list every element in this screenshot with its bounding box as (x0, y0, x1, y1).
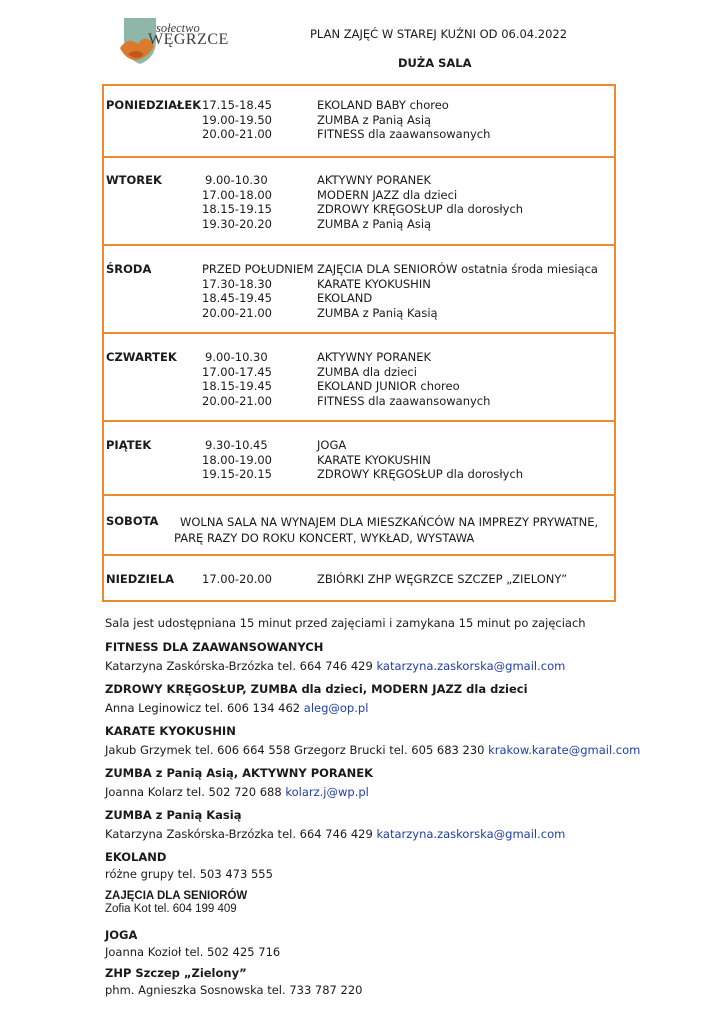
time: 18.15-19.15 (202, 202, 272, 216)
contact-text: różne grupy tel. 503 473 555 (105, 867, 273, 881)
email-link[interactable]: kolarz.j@wp.pl (285, 785, 369, 799)
activity: FITNESS dla zaawansowanych (317, 127, 491, 141)
email-link[interactable]: krakow.karate@gmail.com (488, 743, 641, 757)
activity: ZUMBA z Panią Asią (317, 216, 432, 231)
day-name: NIEDZIELA (106, 572, 175, 586)
saturday-line1: WOLNA SALA NA WYNAJEM DLA MIESZKAŃCÓW NA IMPREZY PRYWATNE, (180, 515, 599, 529)
activity: FITNESS dla zaawansowanych (317, 393, 491, 408)
time: 9.00-10.30 (205, 350, 268, 364)
contact-text: Joanna Kozioł tel. 502 425 716 (105, 945, 281, 959)
day-name: PONIEDZIAŁEK (106, 98, 202, 112)
activity: MODERN JAZZ dla dzieci (317, 187, 458, 202)
day-block-saturday (104, 496, 614, 556)
contact-block (105, 850, 273, 881)
contact-block (105, 928, 280, 959)
time: PRZED POŁUDNIEM (202, 262, 314, 276)
time: 17.00-17.45 (202, 364, 272, 379)
contact-block (105, 766, 373, 799)
activity: EKOLAND (317, 291, 373, 305)
day-name: ŚRODA (106, 262, 152, 276)
contact-block (105, 640, 565, 673)
activity: ZAJĘCIA DLA SENIORÓW ostatnia środa miesiąca (317, 262, 598, 276)
logo-line2: WĘGRZCE (148, 31, 229, 48)
contact-heading: KARATE KYOKUSHIN (105, 724, 236, 738)
schedule-table (102, 84, 616, 602)
activity: ZUMBA z Panią Kasią (317, 305, 438, 320)
day-block-tuesday (104, 158, 614, 246)
time: 17.00-18.00 (202, 187, 272, 202)
day-block-sunday (104, 556, 614, 602)
contact-heading: EKOLAND (105, 850, 167, 864)
contact-heading: ZHP Szczep „Zielony” (105, 966, 247, 980)
time: 9.00-10.30 (205, 173, 268, 187)
contact-heading: JOGA (105, 928, 138, 942)
time: 19.00-19.50 (202, 112, 272, 127)
contact-block (105, 966, 362, 997)
contact-heading: ZUMBA z Panią Kasią (105, 808, 242, 822)
contact-heading: FITNESS DLA ZAAWANSOWANYCH (105, 640, 324, 654)
email-link[interactable]: aleg@op.pl (303, 701, 369, 715)
time: 17.30-18.30 (202, 276, 272, 291)
activity: AKTYWNY PORANEK (317, 173, 432, 187)
contact-heading: ZUMBA z Panią Asią, AKTYWNY PORANEK (105, 766, 374, 780)
activity: AKTYWNY PORANEK (317, 350, 432, 364)
time: 18.45-19.45 (202, 291, 272, 305)
time: 20.00-21.00 (202, 393, 272, 408)
activity: KARATE KYOKUSHIN (317, 452, 431, 467)
contact-text: Joanna Kolarz tel. 502 720 688 (105, 785, 282, 799)
logo-text (148, 22, 229, 46)
contact-block (105, 808, 565, 841)
activity: ZUMBA z Panią Asią (317, 112, 432, 127)
contact-heading: ZDROWY KRĘGOSŁUP, ZUMBA dla dzieci, MODERN JAZZ dla dzieci (105, 682, 528, 696)
page-title: PLAN ZAJĘĆ W STAREJ KUŹNI OD 06.04.2022 (310, 27, 568, 41)
time: 19.15-20.15 (202, 467, 272, 481)
email-link[interactable]: katarzyna.zaskorska@gmail.com (376, 827, 566, 841)
contact-text: Katarzyna Zaskórska-Brzózka tel. 664 746 429 (105, 659, 373, 673)
contact-block (105, 682, 528, 715)
contact-heading: ZAJĘCIA DLA SENIORÓW (105, 890, 248, 902)
activity: JOGA (317, 438, 347, 452)
time: 18.15-19.45 (202, 379, 272, 393)
time: 9.30-10.45 (205, 438, 268, 452)
contact-text: Zofia Kot tel. 604 199 409 (105, 903, 237, 915)
day-block-friday (104, 422, 614, 496)
contact-text: Katarzyna Zaskórska-Brzózka tel. 664 746 429 (105, 827, 373, 841)
time: 18.00-19.00 (202, 452, 272, 467)
time: 19.30-20.20 (202, 216, 272, 231)
contact-text: Jakub Grzymek tel. 606 664 558 Grzegorz Brucki tel. 605 683 230 (105, 743, 485, 757)
page-subtitle: DUŻA SALA (398, 56, 472, 70)
contact-block (105, 724, 640, 757)
day-name: SOBOTA (106, 514, 159, 528)
activity: ZUMBA dla dzieci (317, 364, 417, 379)
activity: ZDROWY KRĘGOSŁUP dla dorosłych (317, 467, 524, 481)
day-name: CZWARTEK (106, 350, 177, 364)
activity: ZBIÓRKI ZHP WĘGRZCE SZCZEP „ZIELONY” (317, 572, 568, 586)
opening-note: Sala jest udostępniana 15 minut przed zajęciami i zamykana 15 minut po zajęciach (105, 616, 586, 630)
time: 17.15-18.45 (202, 98, 272, 112)
email-link[interactable]: katarzyna.zaskorska@gmail.com (376, 659, 566, 673)
saturday-line2: PARĘ RAZY DO ROKU KONCERT, WYKŁAD, WYSTAWA (174, 531, 475, 545)
time: 20.00-21.00 (202, 305, 272, 320)
contact-block (105, 890, 247, 915)
activity: KARATE KYOKUSHIN (317, 276, 431, 291)
activity: EKOLAND BABY choreo (317, 98, 449, 112)
day-name: PIĄTEK (106, 438, 152, 452)
day-block-monday (104, 86, 614, 158)
day-block-thursday (104, 334, 614, 422)
day-name: WTOREK (106, 173, 162, 187)
contact-text: phm. Agnieszka Sosnowska tel. 733 787 220 (105, 983, 363, 997)
logo-line1: sołectwo (156, 21, 200, 35)
activity: ZDROWY KRĘGOSŁUP dla dorosłych (317, 202, 524, 216)
saturday-text (174, 514, 598, 546)
time: 20.00-21.00 (202, 127, 272, 141)
time: 17.00-20.00 (202, 572, 272, 586)
contact-text: Anna Leginowicz tel. 606 134 462 (105, 701, 301, 715)
day-block-wednesday (104, 246, 614, 334)
activity: EKOLAND JUNIOR choreo (317, 379, 460, 393)
